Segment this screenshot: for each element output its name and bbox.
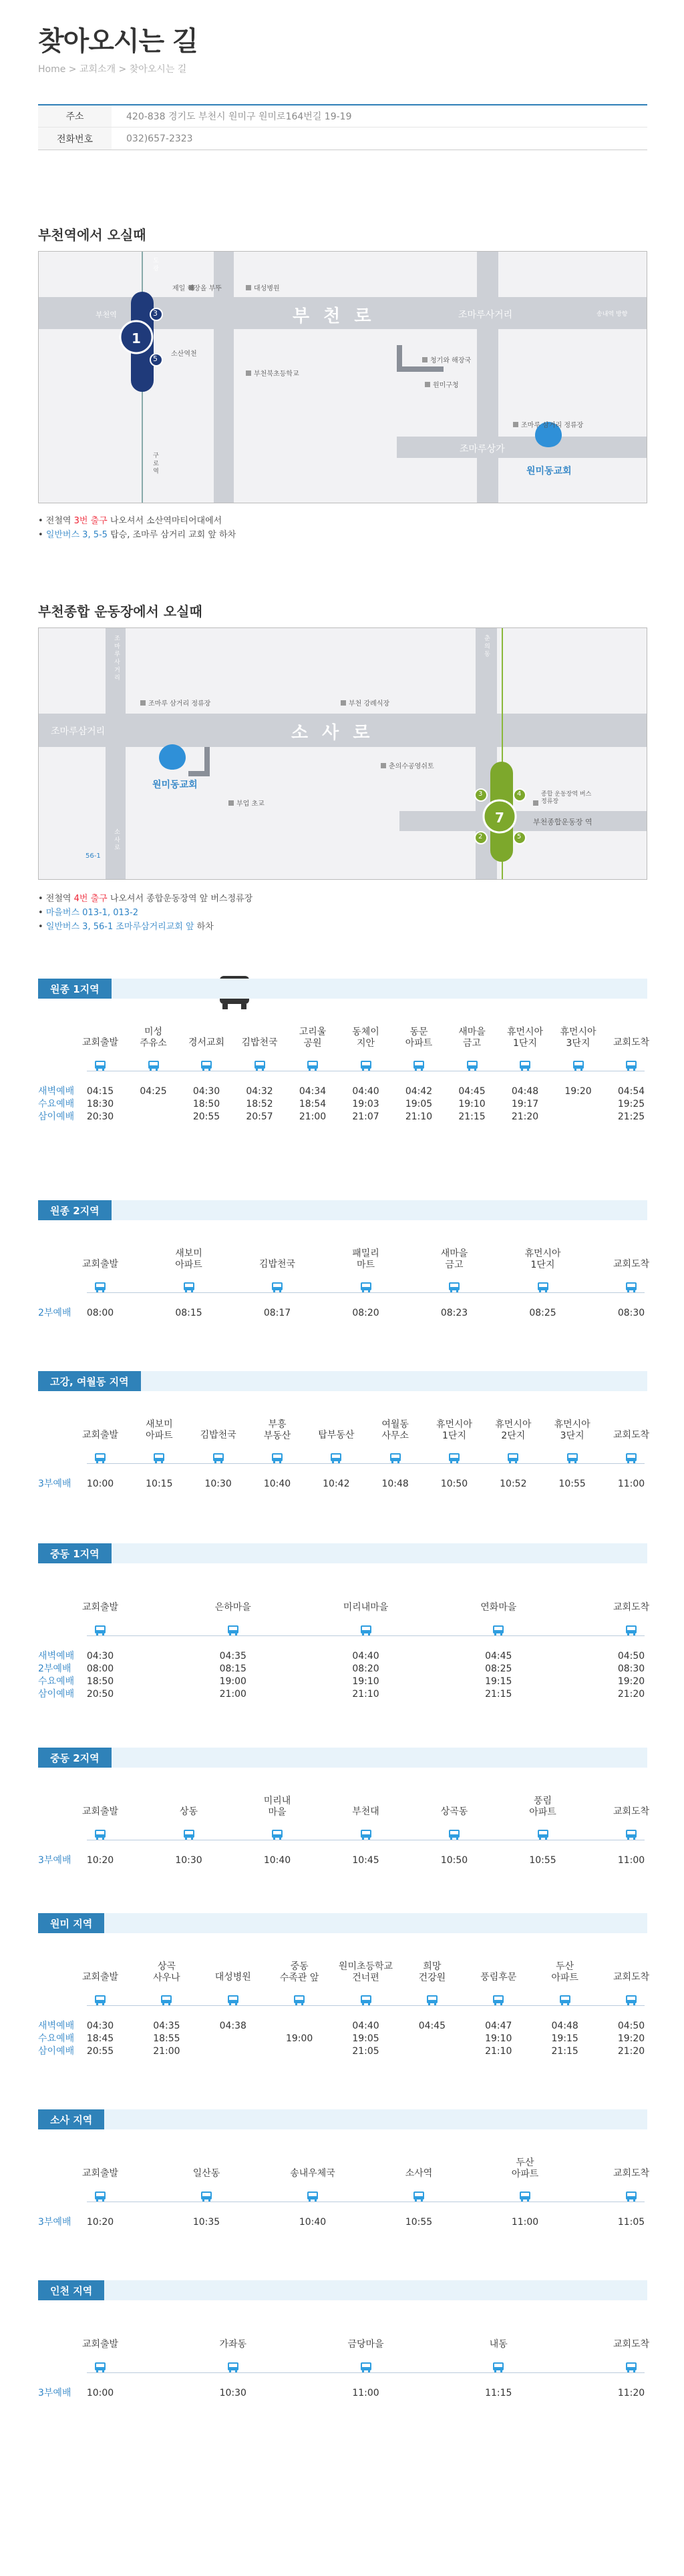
bus-stop-icon xyxy=(94,2362,106,2372)
map1-note-1: • 전철역 3번 출구 나오셔서 소산역마티어대에서 xyxy=(38,516,222,526)
map1-note-2: • 일반버스 3, 5-5 탑승, 조마루 삼거리 교회 앞 하차 xyxy=(38,530,236,540)
stop-times: 04:15 18:30 20:30 xyxy=(86,1086,114,1122)
map1-station-number: 1 xyxy=(132,330,141,346)
bus-stop-icon xyxy=(448,1453,460,1463)
bus-stop-icon xyxy=(360,1625,372,1635)
bus-stop-icon xyxy=(94,1625,106,1635)
map1-label-hana: 제일 해장올 부뚜 xyxy=(172,285,222,292)
route-line xyxy=(87,1463,645,1464)
bus-stop-icon xyxy=(360,1060,372,1071)
bus-stop-icon xyxy=(413,1060,425,1071)
route-header xyxy=(38,2280,647,2300)
stop-name: 김밥천국 xyxy=(241,1037,278,1048)
stop-times: 08:20 xyxy=(352,1308,379,1318)
service-labels: 3부예배 xyxy=(38,1479,71,1489)
stop-name: 고리울 공원 xyxy=(299,1027,327,1049)
map2-notes xyxy=(38,892,252,934)
stop-name: 휴먼시아 1단지 xyxy=(506,1027,544,1049)
bus-stop-icon xyxy=(227,1995,239,2005)
stop-times: 10:15 xyxy=(146,1479,173,1489)
stop-times: 11:05 xyxy=(617,2217,645,2228)
map2-exit5-label: 5 xyxy=(517,833,522,840)
bus-stop-icon xyxy=(148,1060,160,1071)
bus-stop-icon xyxy=(413,2191,425,2202)
bus-stop-icon xyxy=(566,1453,578,1463)
stop-times: 04:40 19:03 21:07 xyxy=(352,1086,379,1122)
bus-stop-icon xyxy=(625,1060,637,1071)
bus-stop-icon xyxy=(94,1829,106,1840)
stop-times: 04:50 08:30 19:20 21:20 xyxy=(617,1651,645,1700)
route-header xyxy=(38,1371,647,1391)
bus-stop-icon xyxy=(389,1453,401,1463)
stop-name: 부천대 xyxy=(352,1806,379,1817)
stop-times: 10:55 xyxy=(558,1479,586,1489)
stop-times: 10:40 xyxy=(263,1855,291,1866)
bus-stop-icon xyxy=(94,2191,106,2202)
map2-note-3: • 일반버스 3, 56-1 조마루삼거리교회 앞 하차 xyxy=(38,922,214,932)
map2-road-main-label: 소 사 로 xyxy=(291,723,374,743)
bus-stop-icon xyxy=(271,1282,283,1292)
stop-times: 11:00 xyxy=(617,1855,645,1866)
bus-stop-icon xyxy=(330,1453,342,1463)
map2-exit2-label: 2 xyxy=(478,833,483,840)
map2-label-v1: 조 마 루 사 거 리 xyxy=(113,635,120,681)
stop-times: 04:30 18:50 20:55 xyxy=(192,1086,220,1122)
stop-times: 04:40 08:20 19:10 21:10 xyxy=(352,1651,379,1700)
map2-label-gang: 부천 강례식장 xyxy=(349,700,390,708)
bus-stop-icon xyxy=(625,1453,637,1463)
bus-stop-icon xyxy=(160,1995,172,2005)
stop-times: 04:48 19:15 21:15 xyxy=(551,2021,578,2057)
route-section xyxy=(38,2280,650,2398)
bus-stop-icon xyxy=(559,1995,571,2005)
bus-stop-icon xyxy=(153,1453,165,1463)
map2-intersection-label: 조마루삼거리 xyxy=(51,726,106,737)
route-section xyxy=(38,1543,650,1700)
map2-exit4-label: 4 xyxy=(517,790,522,798)
stop-times: 04:42 19:05 21:10 xyxy=(405,1086,433,1122)
stop-times: 19:20 xyxy=(564,1086,592,1097)
stop-name: 새보미 아파트 xyxy=(146,1419,173,1441)
stop-times: 04:32 18:52 20:57 xyxy=(246,1086,273,1122)
stop-times: 10:45 xyxy=(352,1855,379,1866)
bus-stop-icon xyxy=(94,1060,106,1071)
stop-times: 10:40 xyxy=(299,2217,327,2228)
route-line xyxy=(87,1292,645,1293)
bus-stop-icon xyxy=(572,1060,584,1071)
stop-name: 휴먼시아 3단지 xyxy=(554,1419,590,1441)
stop-name: 상곡 사우나 xyxy=(153,1961,180,1983)
map1-street-b xyxy=(397,366,444,372)
map2-label-v3: 춘 의 동 xyxy=(483,635,490,657)
stop-times: 08:30 xyxy=(617,1308,645,1318)
stop-name: 은하마을 xyxy=(214,1602,251,1613)
stop-name: 상곡동 xyxy=(440,1806,468,1817)
stop-times: 04:48 19:17 21:20 xyxy=(511,1086,539,1122)
stop-name: 교회도착 xyxy=(613,1806,650,1817)
stop-name: 김밥천국 xyxy=(200,1430,236,1441)
map1-exit3-label: 3 xyxy=(153,309,158,318)
bus-stop-icon xyxy=(293,1995,305,2005)
bus-stop-icon xyxy=(507,1453,519,1463)
stop-name: 미리내마을 xyxy=(343,1602,389,1613)
stop-name: 교회도착 xyxy=(613,1602,650,1613)
stop-name: 여월동 사무소 xyxy=(381,1419,409,1441)
map2-church-label[interactable]: 원미동교회 xyxy=(152,780,198,790)
bus-stop-icon xyxy=(183,1829,195,1840)
map2-station-number: 7 xyxy=(495,810,504,826)
bus-stop-icon xyxy=(537,1829,549,1840)
route-line xyxy=(87,2372,645,2373)
stop-name: 풍림후문 xyxy=(480,1972,517,1983)
stop-name: 교회출발 xyxy=(81,1259,119,1270)
stop-times: 04:35 08:15 19:00 21:00 xyxy=(219,1651,246,1700)
route-section xyxy=(38,2109,650,2228)
stop-times: 04:50 19:20 21:20 xyxy=(617,2021,645,2057)
stop-times: 04:35 18:55 21:00 xyxy=(153,2021,180,2057)
breadcrumb-current: 찾아오시는 길 xyxy=(129,64,187,75)
stop-times: 04:30 18:45 20:55 xyxy=(86,2021,114,2057)
stop-times: 10:52 xyxy=(500,1479,527,1489)
info-table xyxy=(38,104,647,150)
stop-times: 08:23 xyxy=(440,1308,468,1318)
stop-name: 새마을 금고 xyxy=(440,1248,468,1270)
bus-stop-icon xyxy=(492,1625,504,1635)
address-value: 420-838 경기도 부천시 원미구 원미로164번길 19-19 xyxy=(126,111,352,122)
stop-name: 교회도착 xyxy=(613,1972,650,1983)
stop-times: 11:00 xyxy=(511,2217,539,2228)
service-labels: 새벽예배 2부예배 수요예배 삼이예배 xyxy=(38,1651,75,1700)
stop-times: 04:54 19:25 21:25 xyxy=(617,1086,645,1122)
bus-stop-icon xyxy=(212,1453,224,1463)
stop-name: 교회도착 xyxy=(613,1037,650,1048)
map1-label-daeseong: 대성병원 xyxy=(254,285,280,292)
map2-label-sports: 종합 운동장역 버스 정류장 xyxy=(541,791,592,805)
route-name: 중동 1지역 xyxy=(38,1543,112,1563)
bus-stop-icon xyxy=(625,2191,637,2202)
stop-name: 대성병원 xyxy=(214,1972,251,1983)
stop-name: 상동 xyxy=(179,1806,198,1817)
stop-name: 교회도착 xyxy=(613,2168,650,2179)
bus-stop-icon xyxy=(271,1829,283,1840)
map2-note-2: • 마을버스 013-1, 013-2 xyxy=(38,908,138,918)
stop-name: 휴먼시아 1단지 xyxy=(524,1248,561,1270)
bus-stop-icon xyxy=(625,1995,637,2005)
bus-stop-icon xyxy=(466,1060,478,1071)
bus-stop-icon xyxy=(94,1453,106,1463)
stop-name: 동문 아파트 xyxy=(405,1027,433,1049)
stop-name: 교회출발 xyxy=(81,1602,119,1613)
map1-intersection-label: 조마루사거리 xyxy=(458,310,513,320)
stop-name: 교회출발 xyxy=(81,1972,119,1983)
stop-times: 19:00 xyxy=(285,2033,313,2044)
service-labels: 새벽예배 수요예배 삼이예배 xyxy=(38,1086,75,1122)
map1-station-label: 부천역 xyxy=(96,310,117,319)
map1-label-gwang: 도 광 xyxy=(152,257,158,271)
bus-stop-icon xyxy=(94,1282,106,1292)
stop-name: 두산 아파트 xyxy=(551,1961,578,1983)
stop-name: 가좌동 xyxy=(219,2339,247,2350)
stop-name: 동체이 지안 xyxy=(352,1027,379,1049)
route-section xyxy=(38,1200,650,1318)
bus-stop-icon xyxy=(227,2362,239,2372)
stop-name: 휴먼시아 2단지 xyxy=(495,1419,532,1441)
map2-exit3-label: 3 xyxy=(478,790,483,798)
stop-times: 10:50 xyxy=(440,1855,468,1866)
map2-label-chungsu: 춘의수공영쉬토 xyxy=(389,763,434,770)
stop-times: 10:42 xyxy=(323,1479,350,1489)
route-section xyxy=(38,1371,650,1489)
stop-times: 10:30 xyxy=(219,2388,246,2398)
map1-notes xyxy=(38,514,236,542)
service-labels: 3부예배 xyxy=(38,2388,71,2398)
bus-stop-icon xyxy=(200,1060,212,1071)
stop-name: 교회출발 xyxy=(81,1037,119,1048)
map1-label-wonmigu: 원미구청 xyxy=(433,382,459,389)
bus-stop-icon xyxy=(625,1829,637,1840)
stop-times: 04:45 08:25 19:15 21:15 xyxy=(485,1651,512,1700)
bus-stop-icon xyxy=(448,1829,460,1840)
route-header xyxy=(38,1748,647,1768)
stop-times: 10:55 xyxy=(529,1855,556,1866)
map1-label-bus-stop: 조마루 삼거리 정류장 xyxy=(521,422,584,429)
stop-name: 휴먼시아 3단지 xyxy=(560,1027,596,1049)
map1-label-dir: 송내역 방향 xyxy=(596,311,628,318)
bus-stop-icon xyxy=(492,2362,504,2372)
route-header xyxy=(38,979,647,999)
bus-stop-icon xyxy=(360,1282,372,1292)
bus-stop-icon xyxy=(625,1625,637,1635)
stop-times: 10:55 xyxy=(405,2217,433,2228)
stop-name: 금당마을 xyxy=(347,2339,384,2350)
stop-name: 탑부동산 xyxy=(318,1430,355,1441)
stop-times: 10:00 xyxy=(86,2388,114,2398)
stop-name: 경서교회 xyxy=(188,1037,225,1048)
stop-times: 04:30 08:00 18:50 20:50 xyxy=(86,1651,114,1700)
bus-stop-icon xyxy=(448,1282,460,1292)
stop-times: 08:25 xyxy=(529,1308,556,1318)
bus-stop-icon xyxy=(254,1060,266,1071)
map1-label-sosan: 소산역천 xyxy=(171,350,197,358)
stop-times: 04:38 xyxy=(219,2021,246,2031)
stop-times: 08:15 xyxy=(175,1308,202,1318)
map1-heading: 부천역에서 오실때 xyxy=(38,227,146,243)
stop-times: 11:00 xyxy=(352,2388,379,2398)
tel-value: 032)657-2323 xyxy=(126,133,193,144)
map1-road-bottom xyxy=(397,437,647,458)
stop-times: 04:45 xyxy=(418,2021,446,2031)
stop-name: 원미초등학교 건너편 xyxy=(338,1961,393,1983)
service-labels: 3부예배 xyxy=(38,1855,71,1866)
stop-name: 교회출발 xyxy=(81,1430,119,1441)
map1-label-school: 부천북초등학교 xyxy=(254,370,299,378)
map1-church-label[interactable]: 원미동교회 xyxy=(526,466,572,477)
stop-name: 부흥 부동산 xyxy=(263,1419,291,1441)
route-name: 고강, 여월동 지역 xyxy=(38,1371,141,1391)
bus-stop-icon xyxy=(307,1060,319,1071)
route-name: 중동 2지역 xyxy=(38,1748,112,1768)
route-line xyxy=(87,1635,645,1636)
stop-times: 04:47 19:10 21:10 xyxy=(485,2021,512,2057)
stop-name: 미리내 마을 xyxy=(263,1796,291,1818)
route-name: 원종 1지역 xyxy=(38,979,112,999)
map2-label-561: 56-1 xyxy=(86,852,101,860)
map1-road-v2 xyxy=(477,252,498,503)
stop-name: 교회도착 xyxy=(613,2339,650,2350)
bus-stop-icon xyxy=(360,2362,372,2372)
route-header xyxy=(38,1200,647,1220)
bus-stop-icon xyxy=(360,1829,372,1840)
stop-name: 미성 주유소 xyxy=(140,1027,167,1049)
stop-name: 교회출발 xyxy=(81,2168,119,2179)
stop-times: 10:00 xyxy=(86,1479,114,1489)
stop-name: 휴먼시아 1단지 xyxy=(436,1419,473,1441)
stop-name: 교회출발 xyxy=(81,2339,119,2350)
bus-stop-icon xyxy=(271,1453,283,1463)
stop-times: 10:30 xyxy=(175,1855,202,1866)
route-name: 소사 지역 xyxy=(38,2109,104,2129)
address-label: 주소 xyxy=(38,105,112,127)
stop-name: 김밥천국 xyxy=(259,1259,296,1270)
route-section xyxy=(38,979,650,1122)
service-labels: 3부예배 xyxy=(38,2217,71,2228)
stop-times: 04:25 xyxy=(140,1086,167,1097)
service-labels: 새벽예배 수요예배 삼이예배 xyxy=(38,2021,75,2057)
stop-name: 내동 xyxy=(489,2339,508,2350)
map1-label-gimpo: 구 로 역 xyxy=(152,452,158,474)
stop-name: 소사역 xyxy=(405,2168,433,2179)
map2-road-bottom xyxy=(399,811,647,831)
stop-times: 11:00 xyxy=(617,1479,645,1489)
stop-name: 두산 아파트 xyxy=(511,2157,539,2179)
map2-note-1: • 전철역 4번 출구 나오셔서 종합운동장역 앞 버스정류장 xyxy=(38,894,253,904)
route-section xyxy=(38,1913,650,2057)
stop-times: 10:20 xyxy=(86,2217,114,2228)
stop-times: 08:17 xyxy=(263,1308,291,1318)
stop-times: 04:40 19:05 21:05 xyxy=(352,2021,379,2057)
stop-name: 연화마을 xyxy=(480,1602,517,1613)
stop-name: 중동 수족관 앞 xyxy=(279,1961,319,1983)
bus-stop-icon xyxy=(625,2362,637,2372)
stop-times: 11:15 xyxy=(485,2388,512,2398)
bus-stop-icon xyxy=(426,1995,438,2005)
bus-stop-icon xyxy=(537,1282,549,1292)
map2-label-bupyeong: 부업 초교 xyxy=(236,800,265,808)
bus-stop-icon xyxy=(625,1282,637,1292)
map2-drawing xyxy=(39,628,647,880)
stop-times: 08:00 xyxy=(86,1308,114,1318)
stop-name: 교회출발 xyxy=(81,1806,119,1817)
map1-exit5-label: 5 xyxy=(153,354,158,363)
bus-stop-icon xyxy=(519,2191,531,2202)
bus-stop-icon xyxy=(200,2191,212,2202)
bus-stop-icon xyxy=(94,1995,106,2005)
route-name: 원미 지역 xyxy=(38,1913,104,1933)
map2-heading: 부천종합 운동장에서 오실때 xyxy=(38,603,202,619)
bus-stop-icon xyxy=(227,1625,239,1635)
stop-times: 10:20 xyxy=(86,1855,114,1866)
map2-label-v2: 소 사 로 xyxy=(113,828,120,850)
bus-stop-icon xyxy=(519,1060,531,1071)
map2-label-bus-stop: 조마루 삼거리 정류장 xyxy=(148,700,211,708)
breadcrumb: Home > 교회소개 > 찾아오시는 길 xyxy=(38,64,187,75)
map2 xyxy=(38,627,647,880)
stop-times: 10:30 xyxy=(204,1479,232,1489)
map1 xyxy=(38,251,647,503)
stop-name: 풍림 아파트 xyxy=(529,1796,556,1818)
map2-church-pin xyxy=(159,744,186,770)
route-name: 인천 지역 xyxy=(38,2280,104,2300)
route-header xyxy=(38,1913,647,1933)
stop-times: 10:50 xyxy=(440,1479,468,1489)
breadcrumb-home[interactable]: Home xyxy=(38,64,66,75)
stop-name: 패밀리 마트 xyxy=(352,1248,379,1270)
stop-times: 04:34 18:54 21:00 xyxy=(299,1086,327,1122)
route-name: 원종 2지역 xyxy=(38,1200,112,1220)
route-line xyxy=(87,2005,645,2006)
stop-times: 04:45 19:10 21:15 xyxy=(458,1086,486,1122)
stop-times: 10:40 xyxy=(263,1479,291,1489)
route-section xyxy=(38,1748,650,1866)
route-header xyxy=(38,2109,647,2129)
stop-name: 교회도착 xyxy=(613,1430,650,1441)
map2-station-label: 부천종합운동장 역 xyxy=(533,818,592,826)
stop-name: 새보미 아파트 xyxy=(175,1248,202,1270)
map1-bottom-road-label: 조마루상가 xyxy=(460,444,505,455)
stop-name: 희망 건강원 xyxy=(418,1961,446,1983)
bus-stop-icon xyxy=(307,2191,319,2202)
page-title: 찾아오시는 길 xyxy=(38,26,198,57)
stop-times: 11:20 xyxy=(617,2388,645,2398)
bus-stop-icon xyxy=(360,1995,372,2005)
service-labels: 2부예배 xyxy=(38,1308,71,1318)
tel-label: 전화번호 xyxy=(38,127,112,150)
breadcrumb-about[interactable]: 교회소개 xyxy=(79,64,116,75)
route-header xyxy=(38,1543,647,1563)
bus-stop-icon xyxy=(183,1282,195,1292)
stop-name: 일산동 xyxy=(192,2168,220,2179)
stop-times: 10:35 xyxy=(192,2217,220,2228)
map1-label-chungga: 청기와 해장국 xyxy=(430,357,472,364)
stop-name: 송내우체국 xyxy=(290,2168,335,2179)
stop-name: 교회도착 xyxy=(613,1259,650,1270)
bus-stop-icon xyxy=(492,1995,504,2005)
map1-road-main-label: 부 천 로 xyxy=(293,306,375,326)
stop-times: 10:48 xyxy=(381,1479,409,1489)
stop-name: 새마을 금고 xyxy=(458,1027,486,1049)
